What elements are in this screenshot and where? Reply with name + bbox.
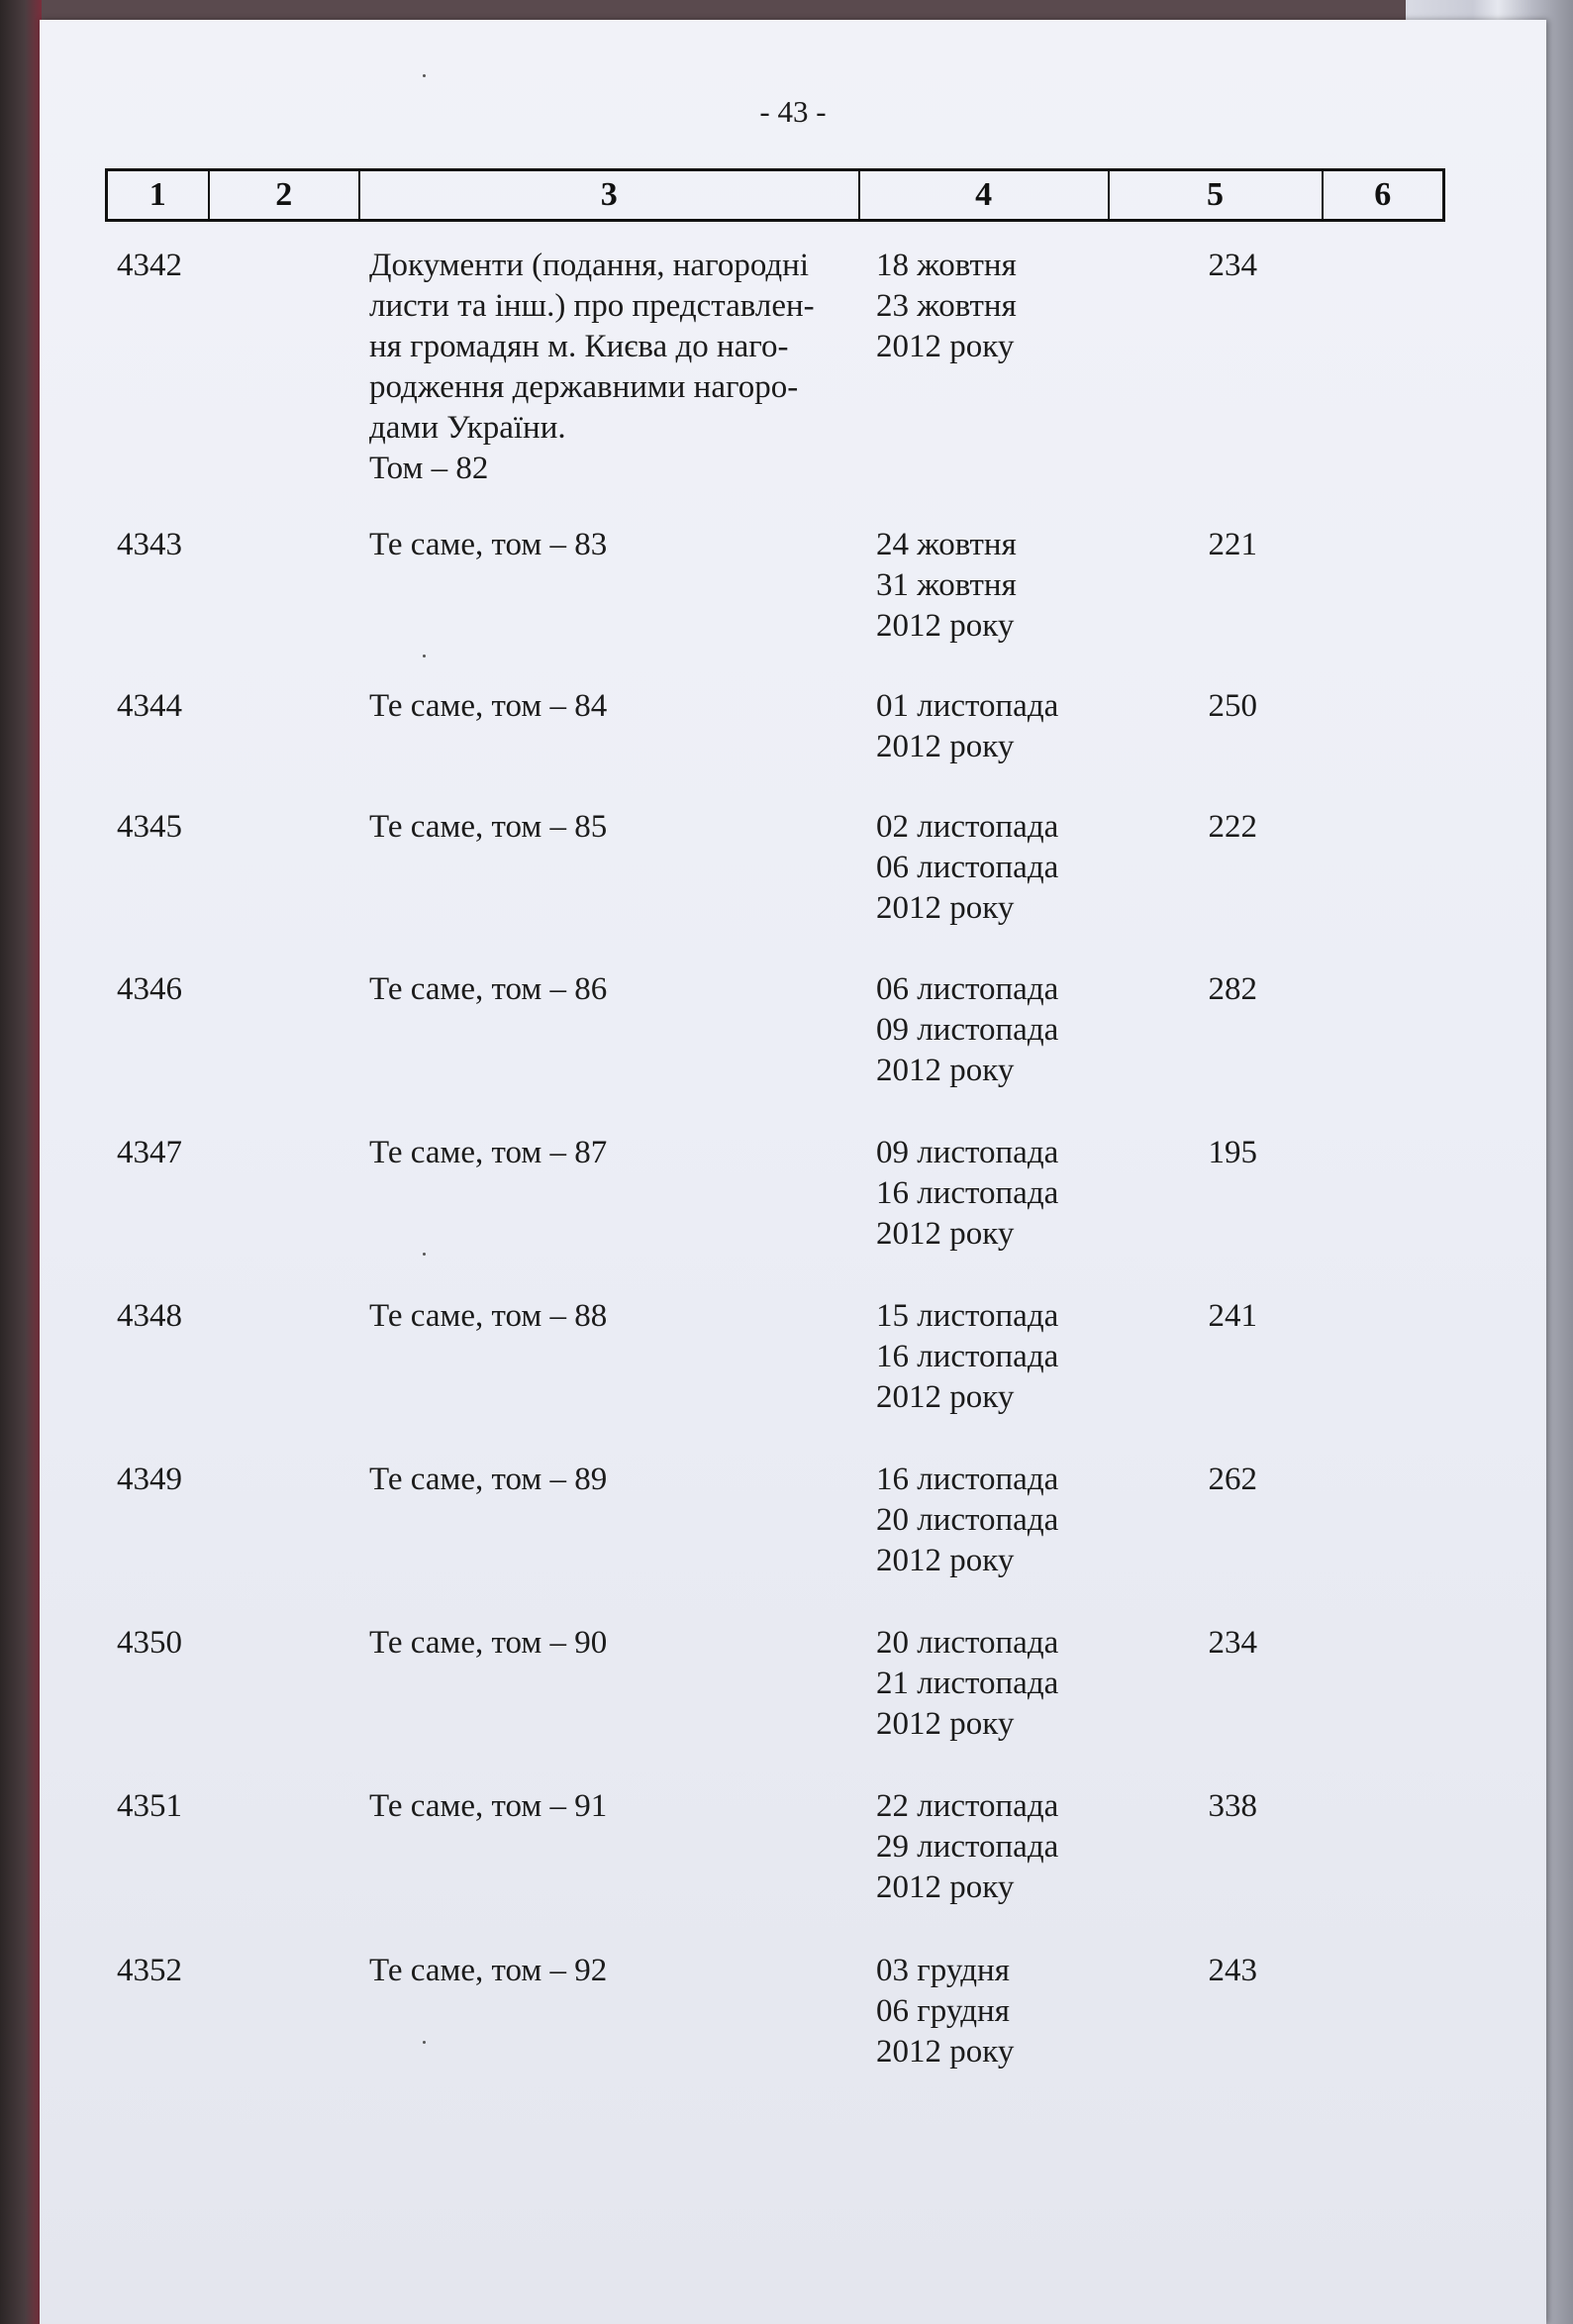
entry-dates [876, 686, 1114, 767]
entry-number: 4344 [117, 688, 182, 724]
entry-dates [876, 969, 1114, 1091]
column-header-2: 2 [210, 171, 360, 219]
entry-dates [876, 1951, 1114, 2072]
entry-title-line: Те саме, том – 89 [369, 1462, 608, 1497]
page-number: - 43 - [759, 94, 827, 129]
entry-title [369, 1951, 874, 1991]
entry-title [369, 525, 874, 565]
entry-date-line: 2012 року [876, 2034, 1015, 2070]
entry-title-line: ня громадян м. Києва до наго- [369, 329, 789, 364]
entry-date-line: 16 листопада [876, 1339, 1059, 1374]
entry-page-count: 338 [1208, 1788, 1257, 1824]
entry-date-line: 31 жовтня [876, 567, 1017, 603]
entry-title [369, 807, 874, 848]
entry-title [369, 1460, 874, 1500]
entry-dates [876, 1296, 1114, 1418]
entry-title [369, 1786, 874, 1827]
entry-title [369, 686, 874, 727]
column-header-5: 5 [1110, 171, 1324, 219]
column-header-6: 6 [1374, 176, 1392, 213]
entry-date-line: 23 жовтня [876, 288, 1017, 324]
entry-date-line: 29 листопада [876, 1829, 1059, 1865]
entry-date-line: 24 жовтня [876, 527, 1017, 562]
entry-date-line: 2012 року [876, 1216, 1015, 1252]
entry-title-line: Те саме, том – 87 [369, 1135, 608, 1170]
entry-date-line: 09 листопада [876, 1012, 1059, 1048]
entry-page-count: 234 [1208, 1625, 1257, 1661]
entry-dates [876, 1786, 1114, 1908]
entry-dates [876, 246, 1114, 367]
entry-date-line: 02 листопада [876, 809, 1059, 845]
entry-page-count: 221 [1208, 527, 1257, 562]
entry-title-line: Те саме, том – 91 [369, 1788, 608, 1824]
entry-page-count: 222 [1208, 809, 1257, 845]
entry-title [369, 1623, 874, 1664]
entry-number: 4343 [117, 527, 182, 562]
entry-date-line: 06 листопада [876, 971, 1059, 1007]
entry-date-line: 22 листопада [876, 1788, 1059, 1824]
entry-date-line: 18 жовтня [876, 248, 1017, 283]
entry-number: 4352 [117, 1953, 182, 1988]
entry-title-line: дами України. [369, 410, 566, 446]
entry-dates [876, 807, 1114, 929]
paper-speck [423, 655, 426, 657]
paper-speck [423, 2041, 426, 2044]
entry-number: 4346 [117, 971, 182, 1007]
entry-date-line: 2012 року [876, 608, 1015, 644]
entry-title-line: листи та інш.) про представлен- [369, 288, 815, 324]
entry-title-line: Те саме, том – 88 [369, 1298, 608, 1334]
entry-date-line: 2012 року [876, 1053, 1015, 1088]
entry-dates [876, 1460, 1114, 1581]
entry-date-line: 2012 року [876, 890, 1015, 926]
entry-date-line: 2012 року [876, 1706, 1015, 1742]
entry-title-line: Те саме, том – 85 [369, 809, 608, 845]
entry-title [369, 1133, 874, 1173]
entry-title-line: Те саме, том – 90 [369, 1625, 608, 1661]
entry-date-line: 06 грудня [876, 1993, 1010, 2029]
entry-title-line: Те саме, том – 84 [369, 688, 608, 724]
entry-date-line: 2012 року [876, 729, 1015, 764]
entry-title [369, 246, 874, 489]
column-header-row [105, 168, 1445, 222]
entry-number: 4345 [117, 809, 182, 845]
entry-dates [876, 1133, 1114, 1255]
entry-title-line: Те саме, том – 86 [369, 971, 608, 1007]
entry-title-line: Те саме, том – 83 [369, 527, 608, 562]
paper-speck [423, 74, 426, 77]
entry-date-line: 2012 року [876, 329, 1015, 364]
entry-date-line: 16 листопада [876, 1462, 1059, 1497]
entry-number: 4350 [117, 1625, 182, 1661]
entry-page-count: 234 [1208, 248, 1257, 283]
entry-page-count: 195 [1208, 1135, 1257, 1170]
entry-title-line: Документи (подання, нагородні [369, 248, 809, 283]
entry-number: 4342 [117, 248, 182, 283]
entry-title-line: родження державними нагоро- [369, 369, 799, 405]
entry-date-line: 2012 року [876, 1543, 1015, 1578]
entry-title [369, 969, 874, 1010]
entry-date-line: 15 листопада [876, 1298, 1059, 1334]
entry-page-count: 262 [1208, 1462, 1257, 1497]
binding-edge [0, 0, 42, 2324]
entry-number: 4347 [117, 1135, 182, 1170]
column-header-1: 1 [108, 171, 210, 219]
column-header-4: 4 [860, 171, 1110, 219]
entry-date-line: 01 листопада [876, 688, 1059, 724]
entry-date-line: 20 листопада [876, 1625, 1059, 1661]
entry-date-line: 2012 року [876, 1869, 1015, 1905]
entry-page-count: 241 [1208, 1298, 1257, 1334]
document-page [40, 20, 1546, 2324]
entry-date-line: 21 листопада [876, 1666, 1059, 1701]
entry-date-line: 20 листопада [876, 1502, 1059, 1538]
entry-page-count: 282 [1208, 971, 1257, 1007]
entry-dates [876, 1623, 1114, 1745]
entry-title-line: Том – 82 [369, 451, 489, 486]
entry-date-line: 03 грудня [876, 1953, 1010, 1988]
entry-number: 4348 [117, 1298, 182, 1334]
entry-date-line: 09 листопада [876, 1135, 1059, 1170]
entry-title [369, 1296, 874, 1337]
entry-date-line: 06 листопада [876, 850, 1059, 885]
entry-page-count: 250 [1208, 688, 1257, 724]
entry-number: 4349 [117, 1462, 182, 1497]
column-header-3: 3 [360, 171, 860, 219]
entry-date-line: 16 листопада [876, 1175, 1059, 1211]
entry-dates [876, 525, 1114, 647]
entry-date-line: 2012 року [876, 1379, 1015, 1415]
paper-speck [423, 1253, 426, 1256]
entry-page-count: 243 [1208, 1953, 1257, 1988]
entry-number: 4351 [117, 1788, 182, 1824]
entry-title-line: Те саме, том – 92 [369, 1953, 608, 1988]
